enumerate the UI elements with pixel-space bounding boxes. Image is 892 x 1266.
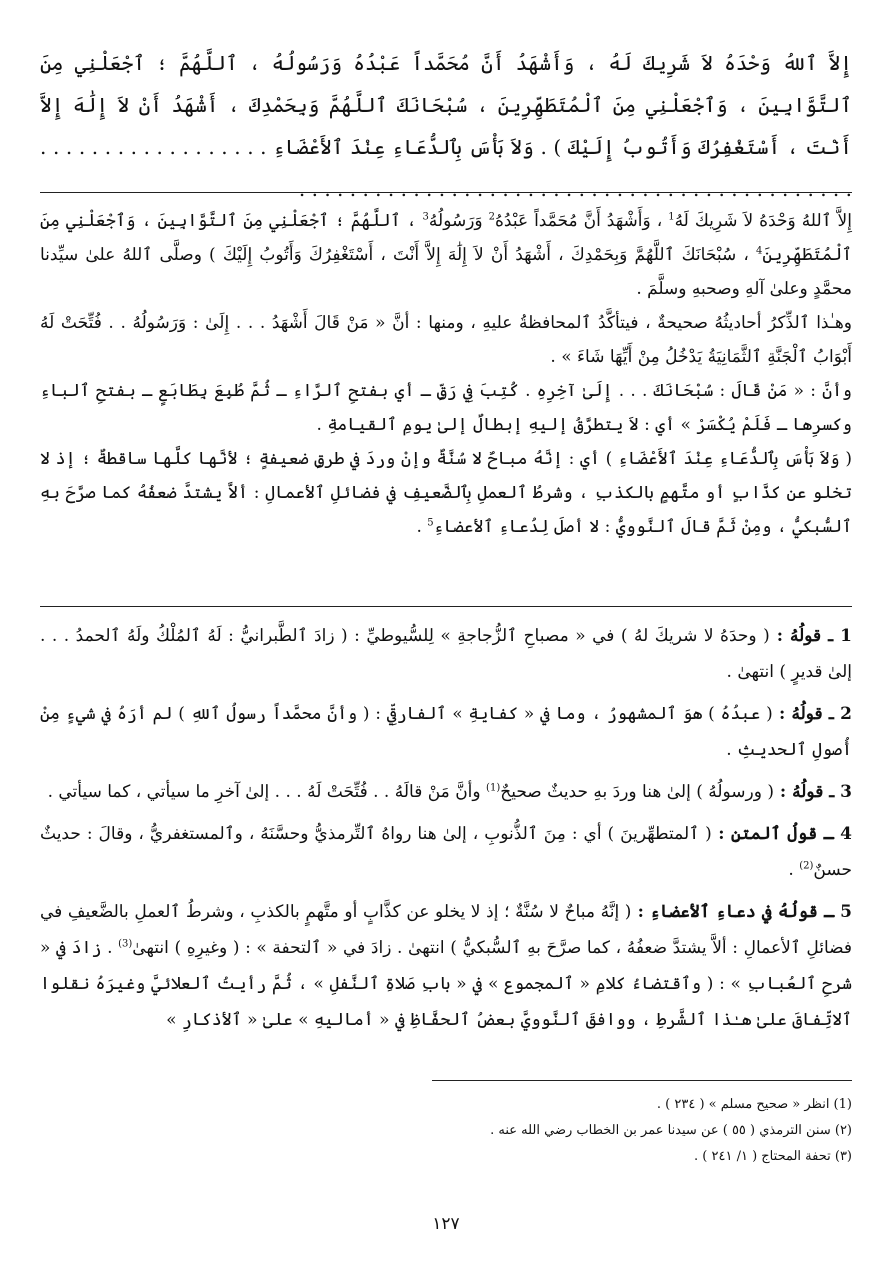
- footnote: (٢) سنن الترمذي ( ٥٥ ) عن سيدنا عمر بن الخطاب رضي الله عنه .: [490, 1123, 852, 1138]
- sharh-text: ، سُبْحَانَكَ ٱللَّهُمَّ وَبِحَمْدِكَ ، أَشْهَدُ أَنْ لاَ إِلَٰهَ إِلاَّ أَنْتَ ، أَسْتَغْفِرُكَ وَأَتُوبُ إِلَيْكَ ) وصلَّى ٱللهُ علىٰ سيِّدنا محمَّدٍ وعلىٰ آلهِ وصحبهِ وسلَّمَ .: [40, 245, 852, 299]
- matn-section: [40, 42, 852, 210]
- sharh-text: وَرَسُولُهُ: [428, 211, 489, 231]
- footnote-ref: 3: [422, 211, 429, 223]
- footnote-ref: (2): [799, 860, 814, 872]
- sharh-paragraph-1: [40, 204, 852, 306]
- matn-body: إِلاَّ ٱللهُ وَحْدَهُ لاَ شَرِيكَ لَهُ ، وَأَشْهَدُ أَنَّ مُحَمَّداً عَبْدُهُ وَرَسُولُهُ ، ٱللَّهُمَّ ؛ ٱجْعَلْنِي مِنَ ٱلتَّوَّابِينَ ، وَٱجْعَلْنِي مِنَ ٱلْمُتَطَهِّرِينَ ، سُبْحَانَكَ ٱللَّهُمَّ وَبِحَمْدِكَ ، أَشْهَدُ أَنْ لاَ إِلَٰهَ إِلاَّ أَنْتَ ، أَسْتَغْفِرُكَ وَأَتُوبُ إِلَيْكَ ) . وَلاَ بَأْسَ بِٱلدُّعَاءِ عِنْدَ ٱلأَعْضَاءِ: [40, 51, 852, 159]
- footnote-ref: 5: [427, 517, 434, 529]
- hashiya-text: ( إنَّهُ مباحٌ لا سُنَّةٌ ؛ إذ لا يخلو عن كذَّابٍ أو متَّهمٍ بالكذبِ ، وشرطُ ٱلعملِ بالضَّعيفِ في فضائلِ ٱلأعمالِ : ألاَّ يشتدَّ ضعفُهُ ، كما صرَّحَ بهِ ٱلسُّبكيُّ ) انتهىٰ . زادَ في « ٱلتحفة » : ( وغيرِهِ ) انتهىٰ: [40, 902, 853, 958]
- matn-dots: . . . . . . . . . . . . . . . . . . . . . . . . . . . . . . . . . . . . . . . . . . . . . . . . . . . . . . . . . . . . . .: [40, 135, 852, 201]
- footnote-ref: 2: [488, 211, 495, 223]
- sharh-text: ( وَلاَ بَأْسَ بِٱلدُّعَاءِ عِنْدَ ٱلأَعْضَاءِ ) أي : إنَّهُ مباحٌ لا سُنَّةٌ وإنْ وردَ في طرقٍ ضعيفةٍ ؛ لأنَّها كلَّها ساقطةٌ ؛ إذ لا تخلو عن كذَّابٍ أو متَّهمٍ بالكذبِ ، وشرطُ ٱلعملِ بِٱلضَّعيفِ في فضائلِ ٱلأعمالِ : ألاَّ يشتدَّ ضعفُهُ كما صرَّحَ بهِ ٱلسُّبكيُّ ، ومِنْ ثَمَّ قالَ ٱلنَّوويُّ : لا أصلَ لِدُعاءِ ٱلأعضاءِ: [40, 449, 852, 537]
- page-number: ١٢٧: [432, 1214, 460, 1234]
- sharh-paragraph-4: [40, 442, 852, 544]
- hawashi-section: [40, 618, 852, 1044]
- footnote-ref: (3): [118, 938, 133, 950]
- hashiya-text: .: [788, 860, 800, 880]
- matn-text: [40, 42, 852, 210]
- hashiya-text: . زادَ في « شرحِ ٱلعُبابِ » : ( وٱقتضاءُ كلامِ « ٱلمجموع » في « بابِ صَلاةِ ٱلنَّفلِ » ، ثُمَّ رأيتُ ٱلعلائيَّ وغيرَهُ نقلوا ٱلاتِّفاقَ علىٰ هـٰذا ٱلشَّرطِ ، ووافقَ ٱلنَّوويَّ بعضُ ٱلحفَّاظِ في « أماليهِ » علىٰ « ٱلأذكارِ »: [40, 938, 852, 1030]
- footnote-ref: 1: [668, 211, 675, 223]
- divider-top: [40, 192, 852, 193]
- hashiya-text: ( وحدَهُ لا شريكَ لهُ ) في « مصباحِ ٱلزُّجاجةِ » لِلسُّيوطيِّ : ( زادَ ٱلطَّبرانيُّ : لَهُ ٱلمُلْكُ ولَهُ ٱلحمدُ . . . إلىٰ قديرٍ ) انتهىٰ .: [40, 626, 852, 682]
- footnote-ref: 4: [755, 245, 763, 257]
- footnote: (1) انظر « صحيح مسلم » ( ٢٣٤ ) .: [656, 1097, 852, 1112]
- hashiya-head: 1 ـ قولُهُ :: [769, 626, 852, 646]
- footnotes-section: [40, 1092, 852, 1170]
- sharh-paragraph-3: وأنَّ : « مَنْ قَالَ : سُبْحَانَكَ . . . إِلَىٰ آخِرِهِ . كُتِبَ فِي رَقٍّ ـ أي بفتحِ ٱلرَّاءِ ـ ثُمَّ طُبِعَ بِطَابَعٍ ـ بفتحِ ٱلباءِ وكسرِها ـ فَلَمْ يُكْسَرْ » أي : لاَ يتطرَّقُ إليهِ إبطالٌ إلىٰ يومِ ٱلقيامةِ .: [40, 381, 852, 435]
- hashiya-text: وأنَّ مَنْ قالَهُ . . فُتِّحَتْ لَهُ . . . إلىٰ آخرِ ما سيأتي ، كما سيأتي .: [47, 782, 487, 802]
- footnote-ref: (1): [486, 782, 501, 794]
- divider-footnotes: [432, 1080, 852, 1081]
- hashiya-item: [40, 774, 852, 810]
- hashiya-text: ( عبدُهُ ) هوَ ٱلمشهورُ ، وما في « كفايةِ » ٱلفارقيِّ : ( وأنَّ محمَّداً رسولُ ٱللهِ ) لم أرَهُ في شيءٍ مِنْ أُصولِ ٱلحديثِ .: [40, 704, 852, 760]
- hashiya-head: 4 ـ قولُ ٱلمتنِ :: [711, 824, 852, 844]
- sharh-section: [40, 204, 852, 544]
- hashiya-head: 2 ـ قولُهُ :: [772, 704, 853, 724]
- sharh-text: .: [416, 517, 428, 537]
- hashiya-text: ( ٱلمتطهِّرينَ ) أي : مِنَ ٱلذُّنوبِ ، إلىٰ هنا رواهُ ٱلتِّرمذيُّ وحسَّنَهُ ، وٱلمستغفريُّ ، وقالَ : حديثٌ حسنٌ: [40, 824, 852, 880]
- hashiya-item: [40, 618, 852, 690]
- hashiya-head: 3 ـ قولُهُ :: [774, 782, 852, 802]
- divider-middle: [40, 606, 852, 607]
- sharh-paragraph-2: وهـٰذا ٱلذِّكرُ أحاديثُهُ صحيحةٌ ، فيتأكَّدُ ٱلمحافظةُ عليهِ ، ومنها : أنَّ « مَنْ قَالَ أَشْهَدُ . . . إِلَىٰ : وَرَسُولُهُ . . فُتِّحَتْ لَهُ أَبْوَابُ ٱلْجَنَّةِ ٱلثَّمَانِيَةُ يَدْخُلُ مِنْ أَيِّهَا شَاءَ » .: [40, 313, 852, 367]
- hashiya-text: ( ورسولُهُ ) إلىٰ هنا وردَ بهِ حديثٌ صحيحٌ: [500, 782, 775, 802]
- hashiya-head: 5 ـ قولُهُ في دعاءِ ٱلأعضاءِ :: [631, 902, 852, 922]
- hashiya-item: [40, 816, 852, 888]
- hashiya-item: [40, 696, 852, 768]
- sharh-text: ، وَأَشْهَدُ أَنَّ مُحَمَّداً عَبْدُهُ: [495, 211, 669, 231]
- footnote: (٣) تحفة المحتاج ( ١/ ٢٤١ ) .: [694, 1149, 852, 1164]
- sharh-text: ، ٱللَّهُمَّ ؛ ٱجْعَلْنِي مِنَ ٱلتَّوَّابِينَ ، وَٱجْعَلْنِي مِنَ ٱلْمُتَطَهِّرِينَ: [40, 211, 852, 265]
- hashiya-item: [40, 894, 852, 1038]
- sharh-text: إِلاَّ ٱللهُ وَحْدَهُ لاَ شَرِيكَ لَهُ: [674, 211, 852, 231]
